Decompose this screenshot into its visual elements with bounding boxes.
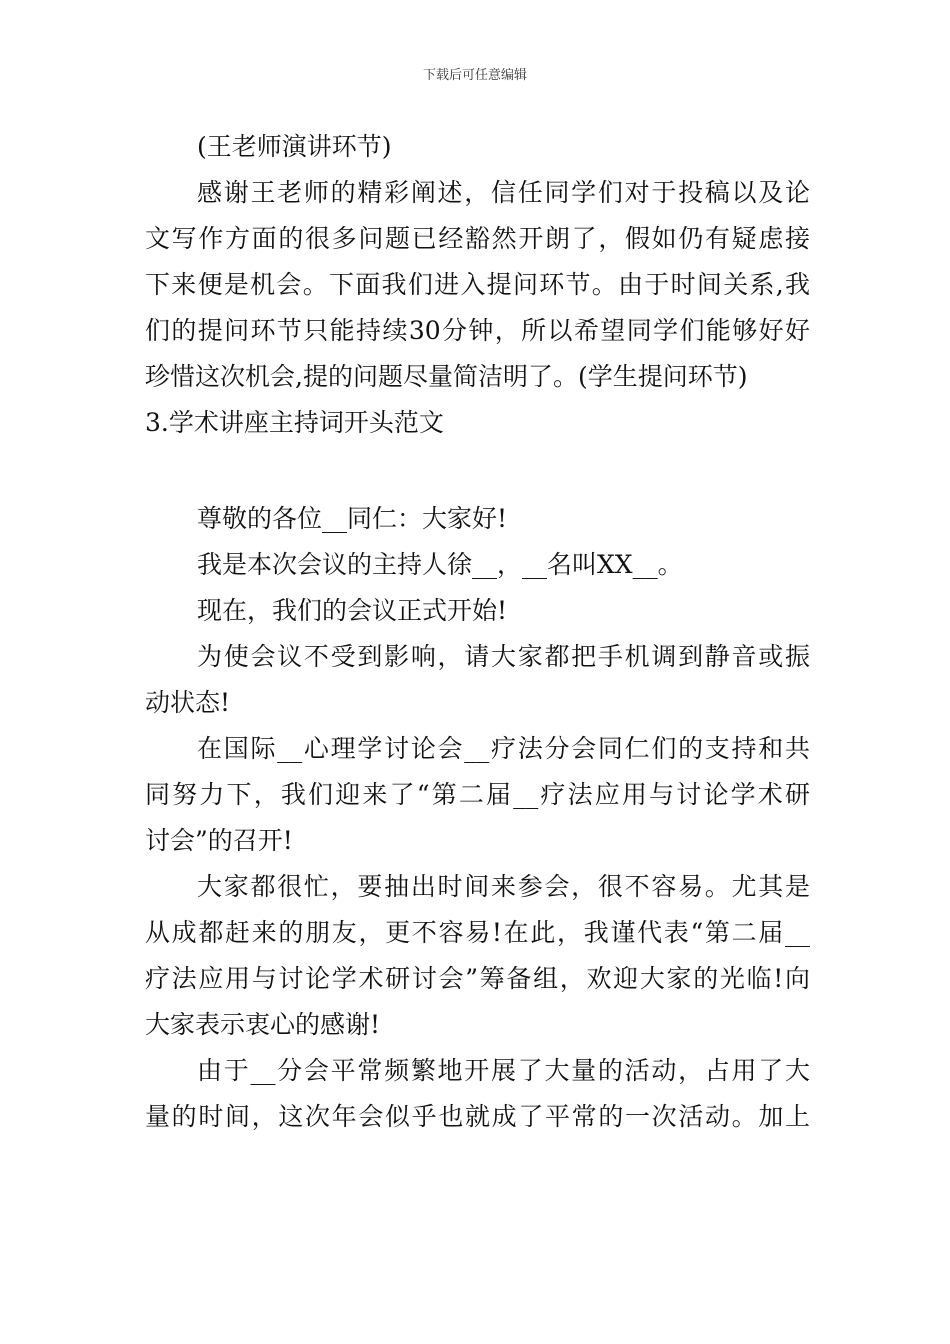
paragraph-line: 同努力下，我们迎来了“第二届__疗法应用与讨论学术研	[145, 780, 810, 809]
paragraph-line: 尊敬的各位__同仁：大家好!	[197, 504, 508, 533]
paragraph-line: 下来便是机会。下面我们进入提问环节。由于时间关系,我	[145, 270, 810, 299]
paragraph-line: 疗法应用与讨论学术研讨会”筹备组，欢迎大家的光临!向	[145, 964, 810, 993]
paragraph-line: 由于__分会平常频繁地开展了大量的活动，占用了大	[197, 1056, 810, 1085]
paragraph-line: 我是本次会议的主持人徐__，__名叫XX__。	[197, 550, 683, 579]
document-body	[145, 124, 810, 1140]
page-header-note: 下载后可任意编辑	[422, 68, 527, 83]
paragraph-line: 量的时间，这次年会似乎也就成了平常的一次活动。加上	[145, 1102, 810, 1131]
blank-space	[145, 446, 810, 496]
paragraph-line: 文写作方面的很多问题已经豁然开朗了，假如仍有疑虑接	[145, 224, 810, 253]
paragraph-line: 感谢王老师的精彩阐述，信任同学们对于投稿以及论	[197, 178, 810, 207]
paragraph-line: 在国际__心理学讨论会__疗法分会同仁们的支持和共	[197, 734, 810, 763]
paragraph-line: 动状态!	[145, 688, 231, 717]
paragraph-line: 们的提问环节只能持续30分钟，所以希望同学们能够好好	[145, 316, 810, 345]
paragraph-line: 珍惜这次机会,提的问题尽量简洁明了。(学生提问环节)	[145, 362, 748, 391]
section-heading: 3.学术讲座主持词开头范文	[145, 408, 444, 437]
paragraph-line: 为使会议不受到影响，请大家都把手机调到静音或振	[197, 642, 810, 671]
paragraph-line: 现在，我们的会议正式开始!	[197, 596, 508, 625]
paragraph-line: 大家表示衷心的感谢!	[145, 1010, 381, 1039]
paragraph-line: 大家都很忙，要抽出时间来参会，很不容易。尤其是	[197, 872, 810, 901]
paragraph-line: 从成都赶来的朋友，更不容易!在此，我谨代表“第二届__	[145, 918, 810, 947]
paragraph-line: (王老师演讲环节)	[197, 132, 392, 161]
paragraph-line: 讨会”的召开!	[145, 826, 293, 855]
